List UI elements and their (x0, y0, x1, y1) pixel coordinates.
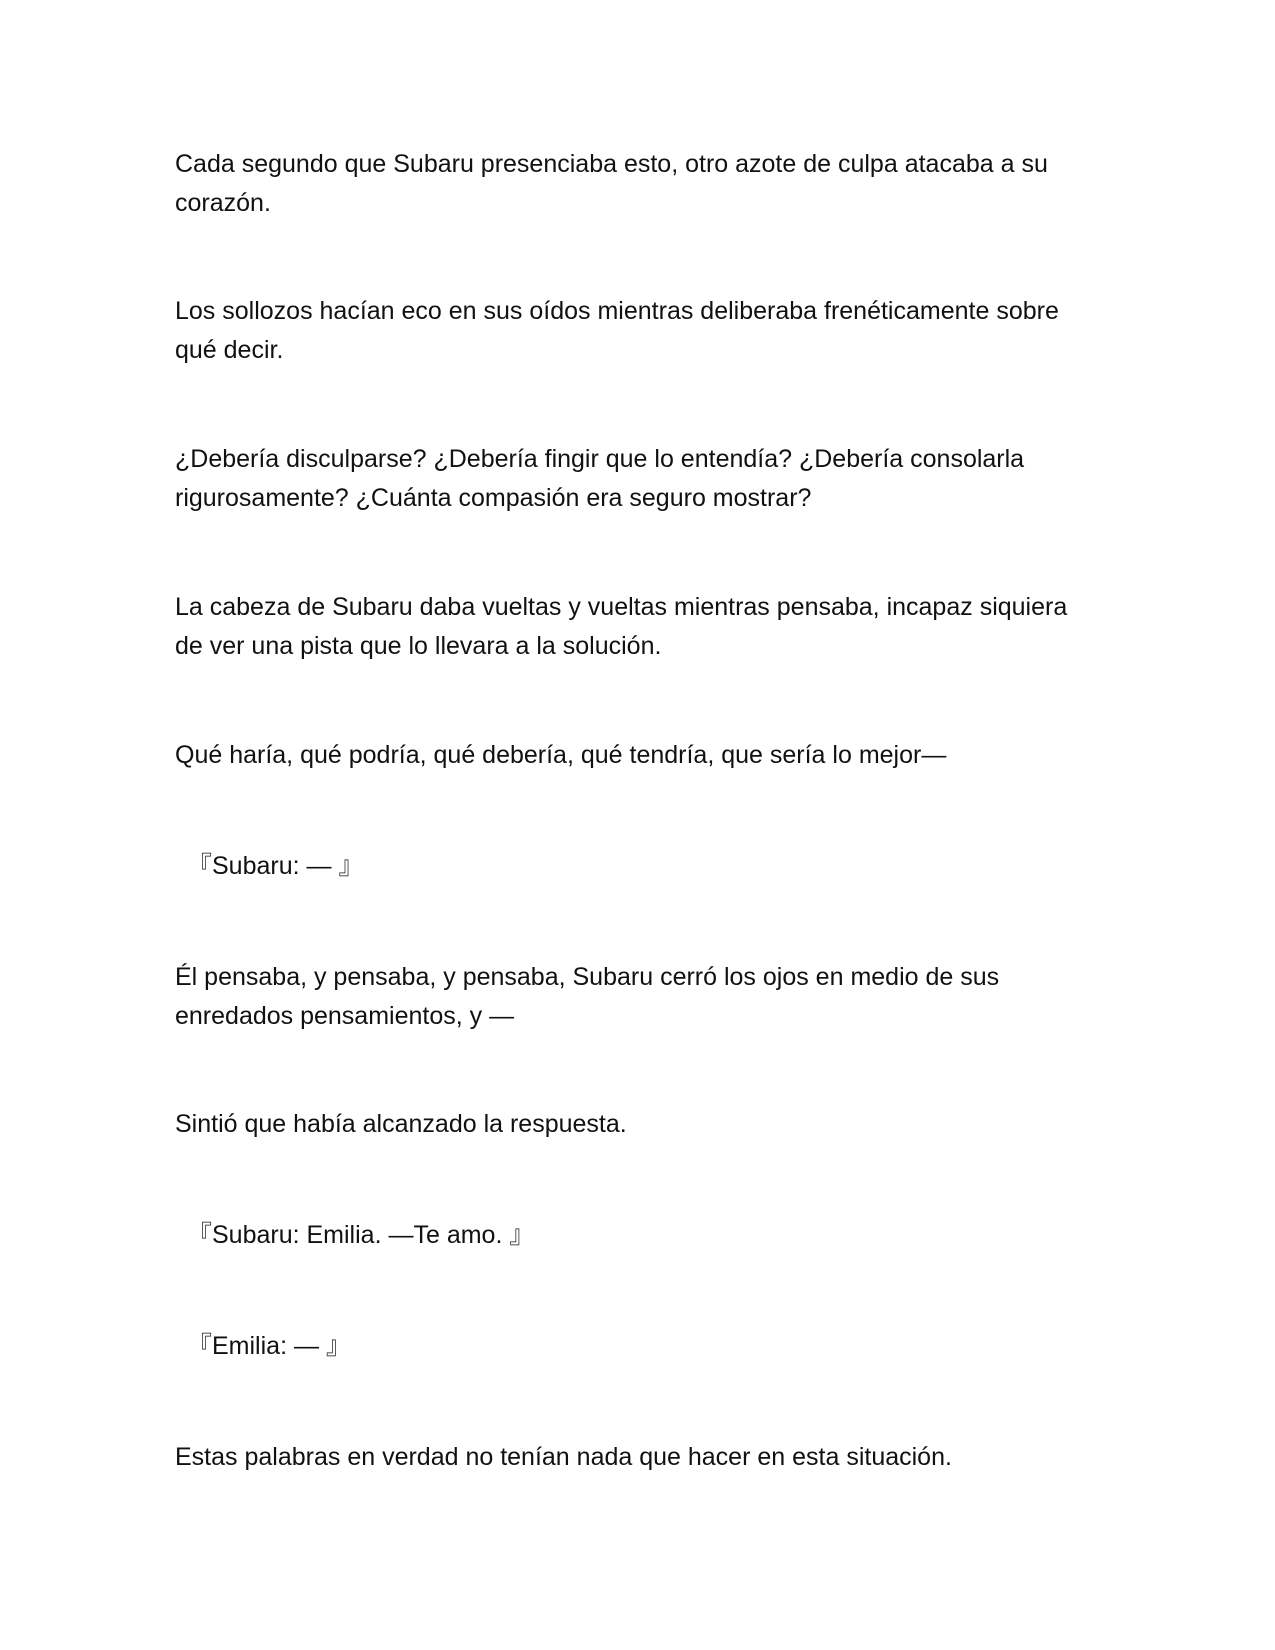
paragraph-7: Sintió que había alcanzado la respuesta. (175, 1110, 627, 1138)
dialogue-line-2: 『Subaru: Emilia. —Te amo. 』 (187, 1221, 535, 1249)
paragraph-1: Cada segundo que Subaru presenciaba esto, otro azote de culpa atacaba a su corazón. (175, 150, 1048, 217)
paragraph-6: Él pensaba, y pensaba, y pensaba, Subaru cerró los ojos en medio de sus enredados pensamientos, y — (175, 963, 1000, 1030)
paragraph-5: Qué haría, qué podría, qué debería, qué tendría, que sería lo mejor— (175, 741, 947, 769)
paragraph-3: ¿Debería disculparse? ¿Debería fingir que lo entendía? ¿Debería consolarla rigurosamente? ¿Cuánta compasión era seguro mostrar? (175, 445, 1025, 512)
paragraph-2: Los sollozos hacían eco en sus oídos mientras deliberaba frenéticamente sobre qué decir. (175, 297, 1059, 364)
dialogue-line-3: 『Emilia: — 』 (187, 1332, 351, 1360)
paragraph-4: La cabeza de Subaru daba vueltas y vueltas mientras pensaba, incapaz siquiera de ver una pista que lo llevara a la solución. (175, 593, 1068, 660)
paragraph-8: Estas palabras en verdad no tenían nada que hacer en esta situación. (175, 1443, 952, 1471)
dialogue-line-1: 『Subaru: — 』 (187, 852, 364, 880)
